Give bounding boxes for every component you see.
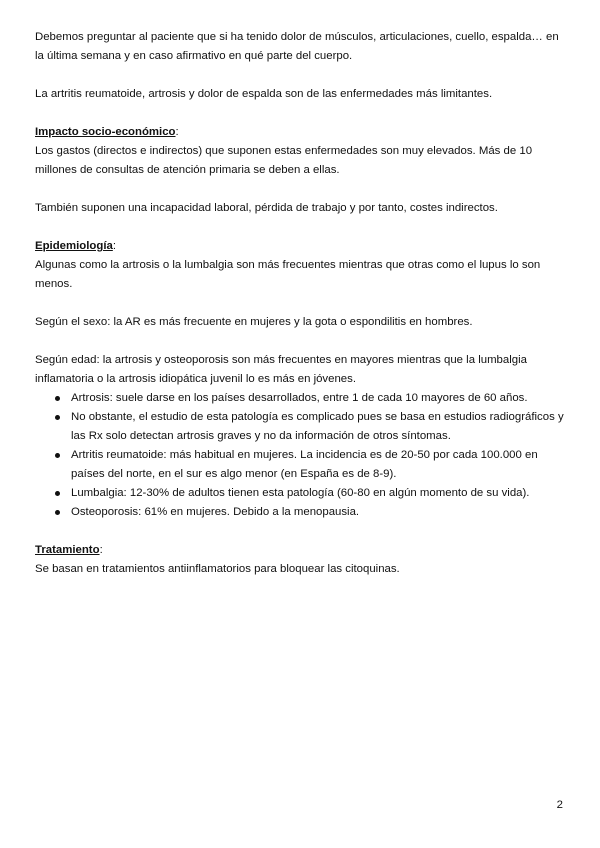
epidemiologia-paragraph-1: Algunas como la artrosis o la lumbalgia son más frecuentes mientras que otras como el lupus lo son menos. <box>35 259 541 290</box>
impacto-paragraph-2: También suponen una incapacidad laboral, pérdida de trabajo y por tanto, costes indirectos. <box>35 202 498 214</box>
bullet-item <box>35 446 567 484</box>
section-heading-epidemiologia <box>35 237 567 256</box>
bullet-icon <box>55 453 60 458</box>
bullet-text: Lumbalgia: 12-30% de adultos tienen esta patología (60-80 en algún momento de su vida). <box>71 487 530 499</box>
bullet-icon <box>55 491 60 496</box>
spacer <box>35 218 567 237</box>
tratamiento-paragraph-1: Se basan en tratamientos antiinflamatorios para bloquear las citoquinas. <box>35 563 400 575</box>
heading-text: Impacto socio-económico <box>35 126 176 138</box>
bullet-text: No obstante, el estudio de esta patología es complicado pues se basa en estudios radiográficos y las Rx solo detectan artrosis graves y no da información de otros síntomas. <box>71 411 564 442</box>
bullet-item <box>35 484 567 503</box>
heading-colon: : <box>175 126 179 138</box>
epidemiologia-paragraph-2: Según el sexo: la AR es más frecuente en mujeres y la gota o espondilitis en hombres. <box>35 316 473 328</box>
bullet-icon <box>55 415 60 420</box>
spacer <box>35 332 567 351</box>
spacer <box>35 522 567 541</box>
bullet-item <box>35 503 567 522</box>
bullet-icon <box>55 510 60 515</box>
document-page <box>35 28 567 579</box>
spacer <box>35 180 567 199</box>
bullet-text: Osteoporosis: 61% en mujeres. Debido a la menopausia. <box>71 506 360 518</box>
bullet-text: Artrosis: suele darse en los países desarrollados, entre 1 de cada 10 mayores de 60 años. <box>71 392 528 404</box>
heading-colon: : <box>112 240 117 252</box>
page-number: 2 <box>556 799 563 811</box>
impacto-paragraph-1: Los gastos (directos e indirectos) que suponen estas enfermedades son muy elevados. Más de 10 millones de consultas de atención primaria se deben a ellas. <box>35 145 533 176</box>
spacer <box>35 66 567 85</box>
bullet-list <box>35 389 567 522</box>
spacer <box>35 104 567 123</box>
spacer <box>35 294 567 313</box>
section-heading-tratamiento <box>35 541 567 560</box>
heading-text: Epidemiología <box>35 240 113 252</box>
section-heading-impacto <box>35 123 567 142</box>
intro-paragraph-2: La artritis reumatoide, artrosis y dolor de espalda son de las enfermedades más limitantes. <box>35 88 493 100</box>
bullet-item <box>35 408 567 446</box>
bullet-icon <box>55 396 60 401</box>
heading-colon: : <box>99 544 103 556</box>
bullet-item <box>35 389 567 408</box>
intro-paragraph-1: Debemos preguntar al paciente que si ha tenido dolor de músculos, articulaciones, cuello, espalda… en la última semana y en caso afirmativo en qué parte del cuerpo. <box>35 31 559 62</box>
epidemiologia-paragraph-3: Según edad: la artrosis y osteoporosis son más frecuentes en mayores mientras que la lumbalgia inflamatoria o la artrosis idiopática juvenil lo es más en jóvenes. <box>35 354 527 385</box>
heading-text: Tratamiento <box>35 544 100 556</box>
bullet-text: Artritis reumatoide: más habitual en mujeres. La incidencia es de 20-50 por cada 100.000 en países del norte, en el sur es algo menor (en España es de 8-9). <box>71 449 538 480</box>
